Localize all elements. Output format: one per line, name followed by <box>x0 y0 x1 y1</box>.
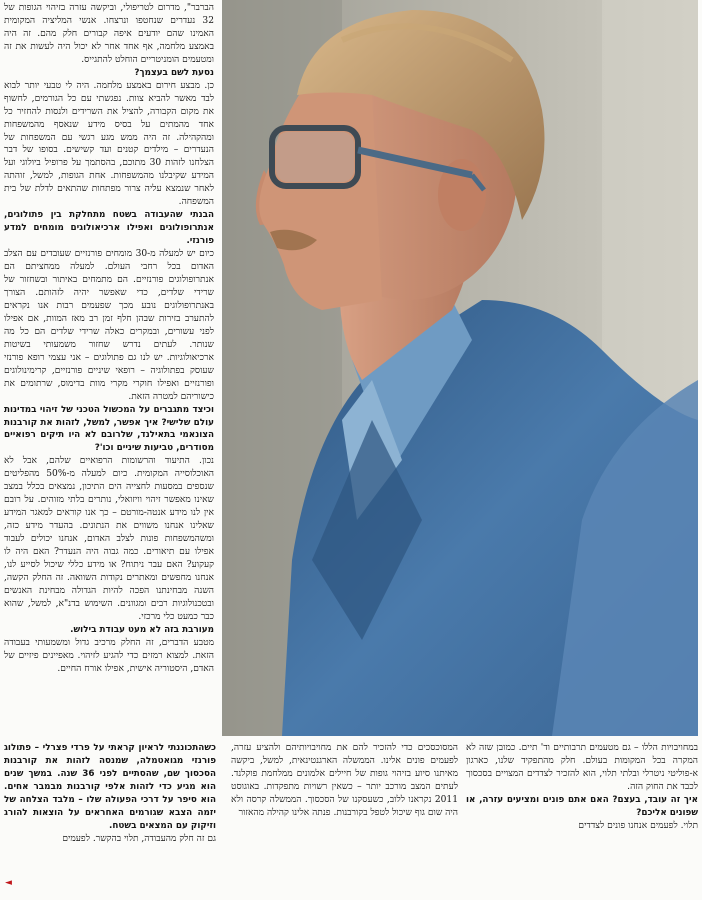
article-paragraph: המסוכסכים כדי להזכיר להם את מחויבויותיהם ולהציע עזרה, לפעמים פונים אלינו. הממשלה הארגנטינאית, למשל, ביקשה מאיתנו סיוע בזיהוי גופות של חיילים אלמונים ממלחמת פוקלנד. לעתים המצב מורכב יותר – כשאין רשויות מתפקדות. באוגוסט 2011 נקראנו ללוב, כשעסקנו של הסכסוך. הממשלה קרסה ולא היה שום גוף שיכול לטפל בקורבנות. פנתה אלינו קהילה מהאזור <box>231 743 458 818</box>
article-paragraph: מטבע הדברים, זה החלק מרכיב גדול ומשמעותי בעבודה הזאת. למצוא רמזים כדי להגיע לזיהוי. מאפיינים פיזיים של האדם, היסטוריה אישית, אפילו אורח החיים. <box>4 637 214 674</box>
article-paragraph: במחויבויות הללו – גם מטעמים תרבותיים וד' תיים. כמובן שזה לא המקרה בכל המקומות בעולם. חלק מהתפקיד שלנו, כארגון א-פוליטי ניטרלי ובלתי תלוי, הוא להזכיר לצדדים המצויים בסכסוך לכבד את החוק הזה. <box>466 743 698 792</box>
article-paragraph: הברבר", מדרום לטריפולי, וביקשה עזרה בזיהוי הגופות של 32 נעדרים שנחטפו ונרצחו. אנשי המליציה המקומית האמינו שהם יודעים איפה קבורים חלק מהם. זה היה באמצע מלחמה, אף אחד אחר לא יכול היה לעשות את זה ומטעמים הומניטריים הוחלט להתגייס. <box>4 3 214 65</box>
interview-question: הבנתי שהעבודה בשטח מתחלקת בין פתולוגים, אנתרופולוגים ואפילו ארכיאולוגים מומחים למדע פורנזי. <box>4 210 214 247</box>
article-paragraph: כיום יש למעלה מ-30 מומחים פורנזיים שעובדים עם הצלב האדום בכל רחבי העולם. למעלה ממחציתם הם אנתרופולוגים פורנזיים. הם מתמחים באיתור ובשחזור של שרידי שלדים, כדי שאפשר יהיה לזהותם. הצורך באנתרופולוגים נובע מכך שפעמים רבות אנו נקראים להתערב בזירות שבהן חלף זמן רב מאז המוות, אם אפילו לפני עשורים, ובמקרים כאלה שרידי שלדים הם כל מה שנותר. לעתים נדרש שחזור משמעותי בשיטות ארכיאולוגיות. יש לנו גם פתולוגים – אני עצמי רופא פורנזי שעוסק בפתולוגיה – רופאי שיניים פורנזיים, קרימינולוגים ופורנזיים ואפילו חוקרי מקרי מוות בדימוס, שרתומים את כישוריהם למטרה הזאת. <box>4 249 214 402</box>
interview-question: מעורבת בזה לא מעט עבודת בילוש. <box>70 624 214 635</box>
portrait-illustration <box>222 0 698 736</box>
article-paragraph: כן. מבצע חירום באמצע מלחמה. היה לי טבעי יותר לבוא לבד מאשר להביא צוות. נפגשתי עם כל הגורמים, לחשוף את מקום הקבורה, להציל את השרידים ולנסות להחזיר כל אחד מהמתים על בסיס מידע שנאסף מהמשפחות ומהקהילה. זה היה ממש מגע רגשי עם המשפחות של הנעדרים – מילדים קטנים ועד קשישים. בסופו של דבר הצלחנו לזהות 30 מתוכם, בהסתמך על פרופיל ביולוגי ועל המידע שקיבלנו מהמשפחות. אחת הגופות, למשל, זוהתה לאחר שנמצא עליה צרור מפתחות שהתאים לדלת של בית המשפחה. <box>4 80 214 208</box>
end-of-page-arrow-icon: ◄ <box>5 878 12 888</box>
article-paragraph: תלוי. לפעמים אנחנו פונים לצדדים <box>578 820 698 831</box>
interview-question: כשהתכוננתי לראיון קראתי על פרדי פצרלי – פתולוג פורנזי מגואטמלה, שמנסה לזהות את קורבנות הסכסוך שם, שהסתיים לפני 36 שנה. במשך שנים הוא מגיע כדי לזהות אלפי קורבנות מבמבר אחים. הוא סיפר על דרכי הפעולה שלו – מלבד הצלחה של יזמה הצבא שגורמים האחראים על הוצאות להורג וזיקוק עם המצאים בשטח. <box>4 743 216 831</box>
article-paragraph: גם זה חלק מהעבודה, תלוי בהקשר. לפעמים <box>62 833 216 844</box>
article-column-bottom-1 <box>4 742 216 892</box>
article-column-bottom-2 <box>231 742 458 892</box>
interview-question: נסעת לשם בעצמך? <box>134 67 214 78</box>
interview-question: וכיצד מתגברים על המכשול הטכני של זיהוי במדינות עולם שלישי? איך אפשר, למשל, לזהות את קורבנות הצונאמי בתאילנד, שלרובם לא היו תיקים רפואיים מסודרים, טביעות שיניים וכו'? <box>4 404 214 454</box>
article-column-bottom-3 <box>466 742 698 892</box>
article-paragraph: נכון. התיעוד והרשומות הרפואיים שלהם, אבל לא האוכלוסייה המקומית. כיום למעלה מ-50% מהפליטים שנספים במסעות לחצייה הים התיכון, נמצאים בכלל במצב שאינו מאפשר זיהוי וויזואלי, נותרים בלתי מזוהים. על רובם אין לנו מידע אנטה-מורטם – כך אנו קוראים למאגר המידע שאלינו אנחנו משווים את הנתונים. בהעדר מידע כזה, ומשהמשפחות פונות לצלב האדום, אנחנו יכולים לעבוד אפילו עם תיאורים. כמה גבוה היה הנעדר? האם היה לו קעקוע? האם עבר ניתוח? או מידע כללי שיכול לסייע לנו, אנחנו מחפשים ומאתרים נקודות השוואה. זה החלק הקשה, השנה מבחינתנו הפכה להיות הגדולה מבחינת האנשים ובטכנולוגיות רבים ומגוונים. השימוש בדנ"א, למשל, שהוא כבר כמעט כלי מרכזי. <box>4 456 214 622</box>
portrait-photo <box>222 0 698 736</box>
article-column-right <box>4 2 214 737</box>
interview-question: איך זה עובד, בעצם? האם אתם פונים ומציעים עזרה, או שפונים אליכם? <box>466 794 698 818</box>
